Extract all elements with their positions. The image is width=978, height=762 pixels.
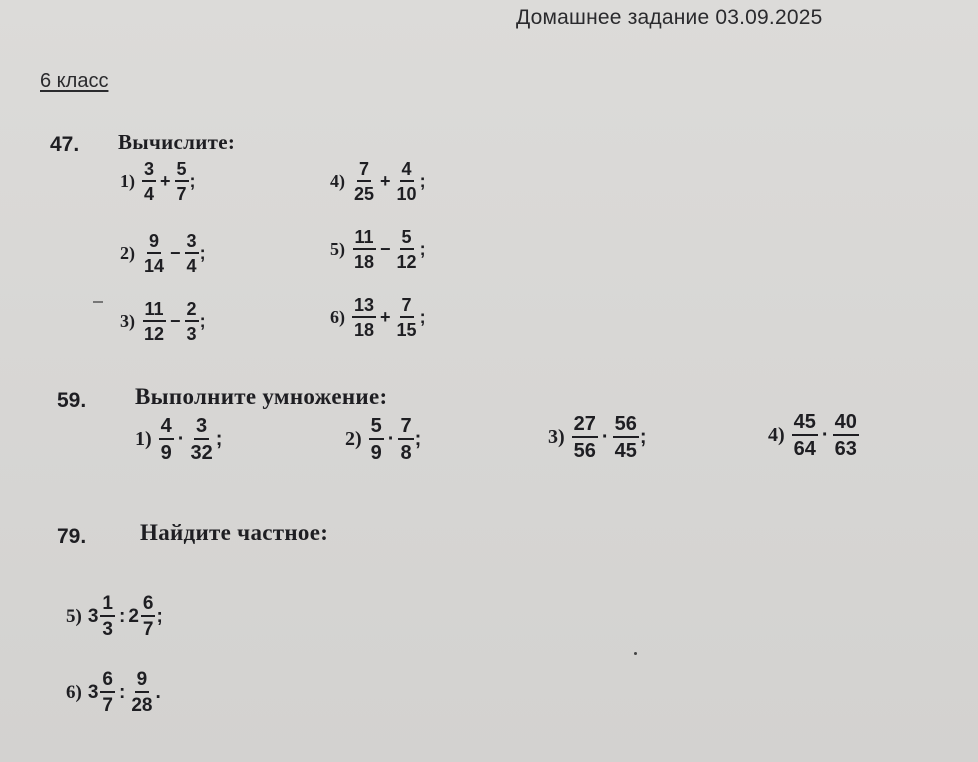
problem-47-title: Вычислите:: [118, 130, 236, 154]
fraction: $\frac{9}{28}$: [131, 669, 153, 716]
operator: +: [160, 171, 171, 191]
fraction: $\frac{9}{14}$: [144, 231, 165, 276]
operator: :: [118, 681, 126, 703]
fraction: $\frac{11}{18}$: [354, 227, 375, 272]
item-label: 2): [120, 243, 135, 263]
item-end: ;: [639, 426, 647, 448]
item-end: ;: [414, 428, 422, 450]
fraction: $\frac{45}{64}$: [793, 411, 816, 460]
fraction: $\frac{6}{7}$: [142, 593, 154, 640]
fraction: $\frac{5}{12}$: [396, 227, 417, 272]
problem-59-title: Выполните умножение:: [135, 384, 388, 409]
operator: −: [170, 311, 181, 331]
whole-part: 3: [87, 605, 99, 627]
whole-part: 3: [87, 681, 99, 703]
whole-part: 2: [128, 605, 139, 627]
problem-47-number: 47.: [50, 133, 80, 156]
fraction: $\frac{7}{15}$: [396, 295, 417, 340]
item-label: 2): [345, 428, 362, 450]
problem-79-item-6: [66, 670, 161, 715]
fraction: $\frac{4}{9}$: [160, 415, 172, 464]
item-end: ;: [189, 171, 196, 191]
item-end: ;: [199, 311, 206, 331]
item-label: 4): [330, 171, 345, 191]
item-label: 1): [135, 428, 152, 450]
fraction: $\frac{1}{3}$: [102, 593, 113, 640]
fraction: $\frac{7}{8}$: [400, 415, 412, 464]
problem-47-item-4: [330, 160, 426, 203]
operator: ·: [387, 428, 395, 450]
item-end: ;: [419, 307, 426, 327]
fraction: $\frac{3}{4}$: [186, 231, 197, 276]
item-label: 5): [330, 239, 345, 259]
item-label: 5): [66, 605, 82, 627]
page-title: Домашнее задание 03.09.2025: [516, 6, 823, 29]
problem-59-item-4: [768, 412, 860, 459]
operator: ·: [177, 428, 185, 450]
fraction: $\frac{6}{7}$: [102, 669, 113, 716]
fraction: $\frac{3}{32}$: [190, 415, 213, 464]
operator: +: [380, 307, 391, 327]
item-label: 3): [120, 311, 135, 331]
problem-59-item-1: [135, 416, 222, 463]
fraction: $\frac{11}{12}$: [144, 299, 165, 344]
operator: :: [118, 605, 126, 627]
problem-47-item-1: [120, 160, 196, 203]
item-label: 6): [330, 307, 345, 327]
operator: +: [380, 171, 391, 191]
fraction: $\frac{13}{18}$: [354, 295, 375, 340]
problem-59-number: 59.: [57, 389, 87, 412]
fraction: $\frac{2}{3}$: [186, 299, 197, 344]
problem-47-item-6: [330, 296, 426, 339]
fraction: $\frac{40}{63}$: [834, 411, 857, 460]
fraction: $\frac{3}{4}$: [144, 159, 155, 204]
fraction: $\frac{5}{7}$: [176, 159, 187, 204]
item-end: ;: [156, 605, 163, 627]
pencil-mark: [93, 301, 103, 303]
item-end: ;: [199, 243, 206, 263]
item-end: ;: [215, 428, 223, 450]
item-label: 6): [66, 681, 82, 703]
operator: −: [170, 243, 181, 263]
item-label: 1): [120, 171, 135, 191]
item-label: 4): [768, 424, 785, 446]
grade-label: 6 класс: [40, 70, 109, 92]
fraction: $\frac{56}{45}$: [614, 413, 637, 462]
operator: ·: [821, 424, 829, 446]
fraction: $\frac{7}{25}$: [354, 159, 375, 204]
problem-79-item-5: [66, 594, 163, 639]
problem-47-item-3: [120, 300, 206, 343]
fraction: $\frac{4}{10}$: [396, 159, 417, 204]
item-end: ;: [419, 171, 426, 191]
fraction: $\frac{27}{56}$: [573, 413, 596, 462]
problem-59-item-3: [548, 414, 647, 461]
problem-47-item-2: [120, 232, 206, 275]
paper-speck: [634, 652, 637, 655]
operator: ·: [601, 426, 609, 448]
item-end: ;: [419, 239, 426, 259]
operator: −: [380, 239, 391, 259]
problem-79-number: 79.: [57, 525, 87, 548]
item-label: 3): [548, 426, 565, 448]
problem-79-title: Найдите частное:: [140, 520, 329, 545]
problem-47-item-5: [330, 228, 426, 271]
fraction: $\frac{5}{9}$: [370, 415, 382, 464]
problem-59-item-2: [345, 416, 421, 463]
item-end: .: [155, 681, 161, 703]
